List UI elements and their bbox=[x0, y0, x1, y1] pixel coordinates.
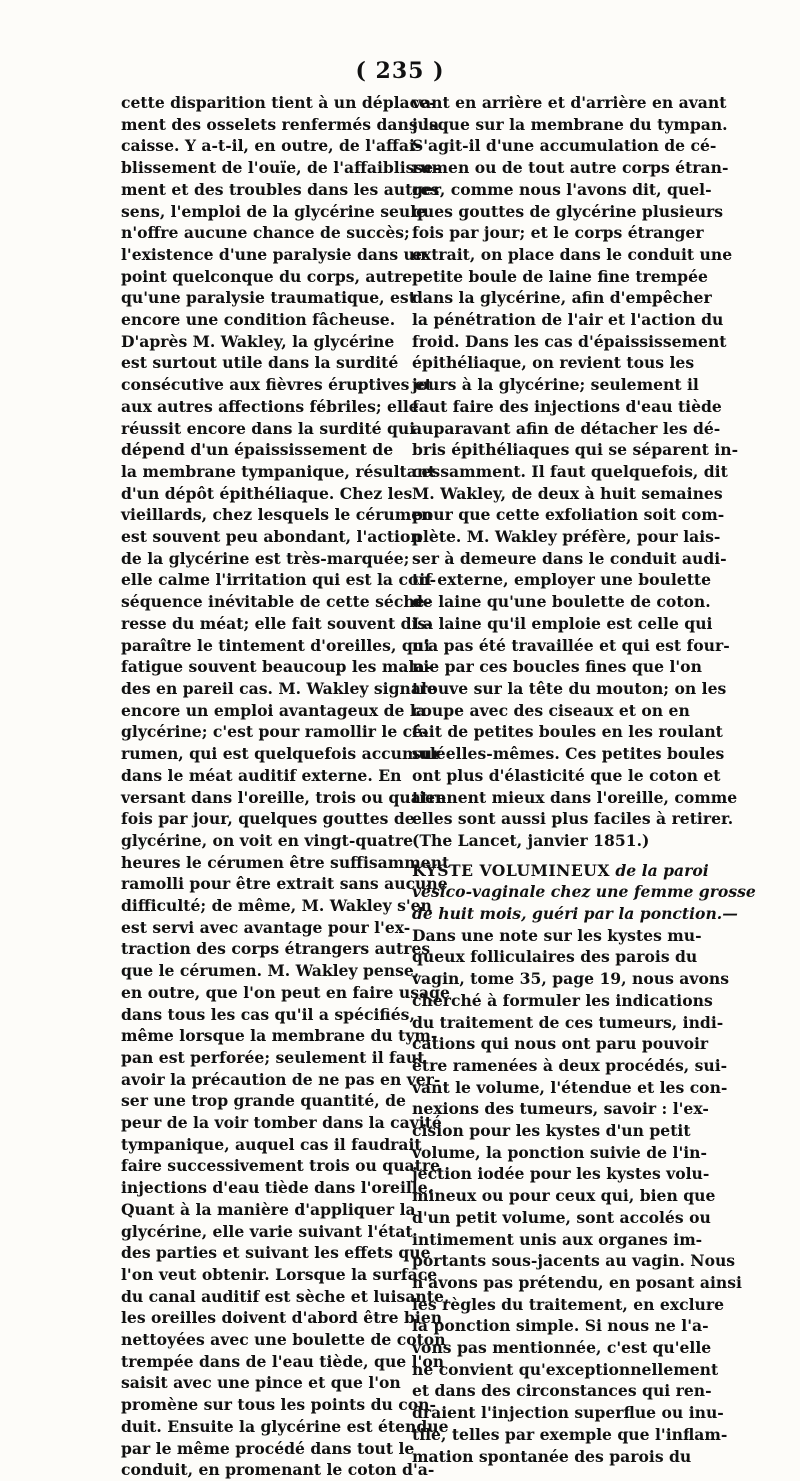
text-line: glycérine, elle varie suivant l'état bbox=[121, 1221, 413, 1241]
text-line: plète. M. Wakley préfère, pour lais- bbox=[412, 527, 721, 547]
right-column bbox=[412, 92, 756, 1467]
text-line: Quant à la manière d'appliquer la bbox=[121, 1199, 416, 1219]
text-line: n'offre aucune chance de succès; bbox=[121, 223, 410, 243]
text-line: mation spontanée des parois du bbox=[412, 1446, 692, 1466]
text-line: tile, telles par exemple que l'inflam- bbox=[412, 1424, 728, 1444]
text-line: D'après M. Wakley, la glycérine bbox=[121, 331, 395, 351]
text-line: froid. Dans les cas d'épaississement bbox=[412, 331, 727, 351]
text-line: elles sont aussi plus faciles à retirer. bbox=[412, 809, 734, 829]
text-line: fois par jour; et le corps étranger bbox=[412, 223, 704, 243]
right-paragraph-2 bbox=[412, 925, 742, 1468]
text-line: fait de petites boules en les roulant bbox=[412, 722, 723, 742]
text-line: saisit avec une pince et que l'on bbox=[121, 1373, 401, 1393]
text-line: glycérine, on voit en vingt-quatre bbox=[121, 830, 414, 850]
text-line: Dans une note sur les kystes mu- bbox=[412, 925, 702, 945]
text-line: queux folliculaires des parois du bbox=[412, 947, 698, 967]
text-line: draient l'injection superflue ou inu- bbox=[412, 1403, 724, 1423]
text-line: jusque sur la membrane du tympan. bbox=[412, 114, 728, 134]
text-line: ramolli pour être extrait sans aucune bbox=[121, 874, 448, 894]
text-line: pan est perforée; seulement il faut bbox=[121, 1047, 425, 1067]
text-line: des parties et suivant les effets que bbox=[121, 1243, 431, 1263]
text-line: La laine qu'il emploie est celle qui bbox=[412, 613, 713, 633]
text-line: qu'une paralysie traumatique, est bbox=[121, 288, 416, 308]
text-line: même lorsque la membrane du tym- bbox=[121, 1026, 438, 1046]
text-line: du traitement de ces tumeurs, indi- bbox=[412, 1012, 724, 1032]
text-line: que le cérumen. M. Wakley pense, bbox=[121, 961, 420, 981]
text-line: caisse. Y a-t-il, en outre, de l'affai- bbox=[121, 136, 422, 156]
text-line: tiennent mieux dans l'oreille, comme bbox=[412, 787, 738, 807]
text-line: dans la glycérine, afin d'empêcher bbox=[412, 288, 712, 308]
right-paragraph-1 bbox=[412, 92, 739, 852]
text-line: fois par jour, quelques gouttes de bbox=[121, 809, 415, 829]
text-line: avoir la précaution de ne pas en ver- bbox=[121, 1069, 441, 1089]
text-line: versant dans l'oreille, trois ou quatre bbox=[121, 787, 447, 807]
text-line: ne convient qu'exceptionnellement bbox=[412, 1359, 719, 1379]
heading-line1-rest: de la paroi bbox=[615, 860, 709, 880]
article-heading bbox=[412, 860, 756, 925]
text-line: ques gouttes de glycérine plusieurs bbox=[412, 201, 724, 221]
text-line: n'avons pas prétendu, en posant ainsi bbox=[412, 1272, 742, 1292]
text-line: cette disparition tient à un déplace- bbox=[121, 93, 436, 112]
text-line: ment et des troubles dans les autres bbox=[121, 179, 440, 199]
text-line: petite boule de laine fine trempée bbox=[412, 266, 708, 286]
text-line: tympanique, auquel cas il faudrait bbox=[121, 1134, 422, 1154]
text-line: faut faire des injections d'eau tiède bbox=[412, 396, 722, 416]
text-line: la ponction simple. Si nous ne l'a- bbox=[412, 1316, 709, 1336]
text-line: rumen, qui est quelquefois accumulé bbox=[121, 744, 446, 764]
text-line: M. Wakley, de deux à huit semaines bbox=[412, 483, 723, 503]
text-line: la pénétration de l'air et l'action du bbox=[412, 310, 724, 330]
text-line: de la glycérine est très-marquée; bbox=[121, 548, 410, 568]
heading-line-2: vésico-vaginale chez une femme grosse bbox=[412, 882, 756, 902]
text-line: des en pareil cas. M. Wakley signale bbox=[121, 678, 437, 698]
text-line: fatigue souvent beaucoup les mala- bbox=[121, 657, 431, 677]
text-line: cision pour les kystes d'un petit bbox=[412, 1121, 691, 1141]
text-line: vieillards, chez lesquels le cérumen bbox=[121, 505, 433, 525]
text-line: faire successivement trois ou quatre bbox=[121, 1156, 440, 1176]
text-line: nie par ces boucles fines que l'on bbox=[412, 657, 702, 677]
text-line: cations qui nous ont paru pouvoir bbox=[412, 1034, 709, 1054]
text-line: paraître le tintement d'oreilles, qui bbox=[121, 635, 430, 655]
text-line: mineux ou pour ceux qui, bien que bbox=[412, 1186, 716, 1206]
text-line: et dans des circonstances qui ren- bbox=[412, 1381, 712, 1401]
text-line: aux autres affections fébriles; elle bbox=[121, 396, 419, 416]
text-line: traction des corps étrangers autres bbox=[121, 939, 431, 959]
text-line: (The Lancet, janvier 1851.) bbox=[412, 830, 650, 850]
text-line: ment des osselets renfermés dans la bbox=[121, 114, 440, 134]
text-line: point quelconque du corps, autre bbox=[121, 266, 413, 286]
text-line: glycérine; c'est pour ramollir le cé- bbox=[121, 722, 429, 742]
text-line: coupe avec des ciseaux et on en bbox=[412, 700, 690, 720]
text-line: ont plus d'élasticité que le coton et bbox=[412, 765, 721, 785]
text-line: est servi avec avantage pour l'ex- bbox=[121, 917, 411, 937]
text-line: ser à demeure dans le conduit audi- bbox=[412, 548, 727, 568]
text-line: encore un emploi avantageux de la bbox=[121, 700, 426, 720]
text-line: injections d'eau tiède dans l'oreille. bbox=[121, 1178, 434, 1198]
text-line: bris épithéliaques qui se séparent in- bbox=[412, 440, 739, 460]
text-line: trouve sur la tête du mouton; on les bbox=[412, 678, 727, 698]
text-line: nettoyées avec une boulette de coton bbox=[121, 1330, 446, 1350]
heading-line-1 bbox=[412, 860, 709, 882]
text-line: d'un petit volume, sont accolés ou bbox=[412, 1207, 711, 1227]
text-line: l'existence d'une paralysie dans un bbox=[121, 244, 427, 264]
left-column bbox=[121, 92, 450, 1481]
text-line: de laine qu'une boulette de coton. bbox=[412, 592, 711, 612]
text-line: duit. Ensuite la glycérine est étendue bbox=[121, 1416, 449, 1436]
text-line: nexions des tumeurs, savoir : l'ex- bbox=[412, 1099, 709, 1119]
heading-title: KYSTE VOLUMINEUX bbox=[412, 860, 610, 880]
text-line: l'on veut obtenir. Lorsque la surface bbox=[121, 1264, 438, 1284]
text-line: du canal auditif est sèche et luisante, bbox=[121, 1286, 450, 1306]
text-line: peur de la voir tomber dans la cavité bbox=[121, 1113, 442, 1133]
text-line: en outre, que l'on peut en faire usage bbox=[121, 982, 450, 1002]
text-line: cessamment. Il faut quelquefois, dit bbox=[412, 461, 728, 481]
text-line: par le même procédé dans tout le bbox=[121, 1438, 415, 1458]
text-line: pour que cette exfoliation soit com- bbox=[412, 505, 725, 525]
text-line: dans tous les cas qu'il a spécifiés, bbox=[121, 1004, 415, 1024]
text-line: être ramenées à deux procédés, sui- bbox=[412, 1055, 728, 1075]
text-line: portants sous-jacents au vagin. Nous bbox=[412, 1251, 736, 1271]
text-line: sens, l'emploi de la glycérine seule bbox=[121, 201, 427, 221]
text-line: ser une trop grande quantité, de bbox=[121, 1091, 406, 1111]
text-line: sur elles-mêmes. Ces petites boules bbox=[412, 744, 725, 764]
text-line: dans le méat auditif externe. En bbox=[121, 765, 402, 785]
text-line: encore une condition fâcheuse. bbox=[121, 310, 396, 330]
text-line: volume, la ponction suivie de l'in- bbox=[412, 1142, 707, 1162]
text-line: blissement de l'ouïe, de l'affaiblisse- bbox=[121, 158, 440, 178]
text-line: promène sur tous les points du con- bbox=[121, 1395, 436, 1415]
heading-line-3: de huit mois, guéri par la ponction.— bbox=[412, 904, 738, 924]
text-line: réussit encore dans la surdité qui bbox=[121, 418, 416, 438]
text-line: S'agit-il d'une accumulation de cé- bbox=[412, 136, 717, 156]
text-line: est souvent peu abondant, l'action bbox=[121, 527, 422, 547]
text-line: extrait, on place dans le conduit une bbox=[412, 244, 733, 264]
text-line: difficulté; de même, M. Wakley s'en bbox=[121, 896, 432, 916]
text-line: les règles du traitement, en exclure bbox=[412, 1294, 725, 1314]
text-line: vant le volume, l'étendue et les con- bbox=[412, 1077, 728, 1097]
text-line: rumen ou de tout autre corps étran- bbox=[412, 158, 729, 178]
text-line: consécutive aux fièvres éruptives et bbox=[121, 375, 432, 395]
text-line: est surtout utile dans la surdité bbox=[121, 353, 399, 373]
text-line: auparavant afin de détacher les dé- bbox=[412, 418, 721, 438]
text-line: jection iodée pour les kystes volu- bbox=[412, 1164, 710, 1184]
text-line: tif externe, employer une boulette bbox=[412, 570, 712, 590]
text-line: conduit, en promenant le coton d'a- bbox=[121, 1460, 435, 1480]
text-line: elle calme l'irritation qui est la con- bbox=[121, 570, 437, 590]
page-number: ( 235 ) bbox=[355, 58, 445, 84]
text-line: vagin, tome 35, page 19, nous avons bbox=[412, 969, 729, 989]
text-line: resse du méat; elle fait souvent dis- bbox=[121, 613, 433, 633]
text-line: vant en arrière et d'arrière en avant bbox=[412, 93, 727, 112]
text-line: dépend d'un épaississement de bbox=[121, 440, 394, 460]
text-line: épithéliaque, on revient tous les bbox=[412, 353, 695, 373]
text-line: vons pas mentionnée, c'est qu'elle bbox=[412, 1338, 712, 1358]
text-line: intimement unis aux organes im- bbox=[412, 1229, 703, 1249]
text-line: les oreilles doivent d'abord être bien bbox=[121, 1308, 443, 1328]
text-line: cherché à formuler les indications bbox=[412, 990, 713, 1010]
text-line: ger, comme nous l'avons dit, quel- bbox=[412, 179, 712, 199]
text-line: trempée dans de l'eau tiède, que l'on bbox=[121, 1351, 445, 1371]
text-line: jours à la glycérine; seulement il bbox=[412, 375, 699, 395]
text-line: d'un dépôt épithéliaque. Chez les bbox=[121, 483, 413, 503]
text-line: n'a pas été travaillée et qui est four- bbox=[412, 635, 730, 655]
text-line: séquence inévitable de cette séche- bbox=[121, 592, 432, 612]
text-line: la membrane tympanique, résultant bbox=[121, 461, 436, 481]
text-line: heures le cérumen être suffisamment bbox=[121, 852, 450, 872]
